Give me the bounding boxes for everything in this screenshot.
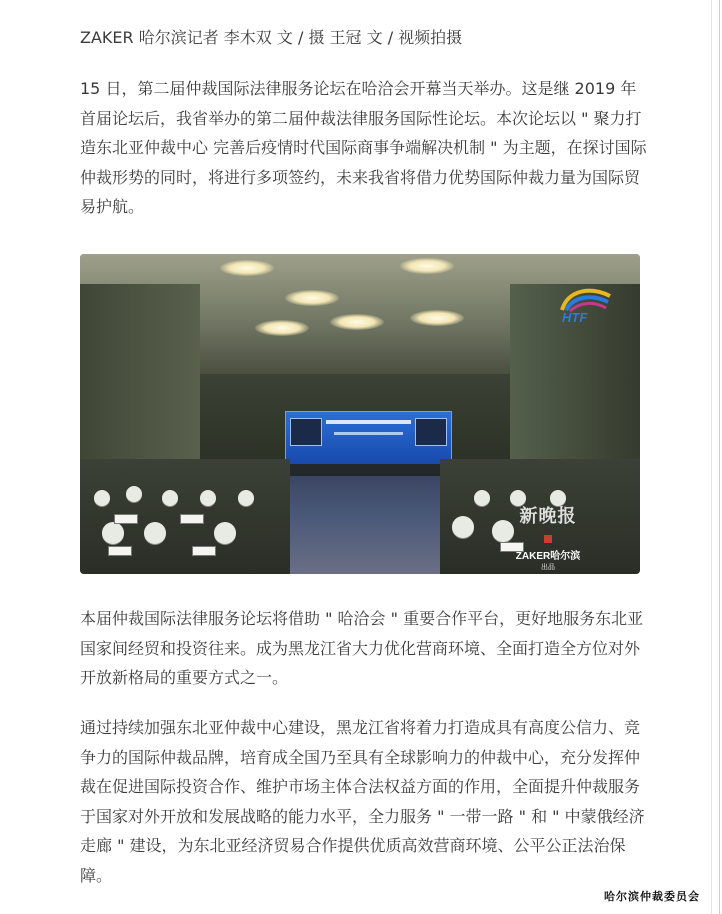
chair xyxy=(492,520,514,542)
aisle-carpet xyxy=(270,476,460,574)
article-paragraph-3: 通过持续加强东北亚仲裁中心建设，黑龙江省将着力打造成具有高度公信力、竞争力的国际仲裁品牌，培育成全国乃至具有全球影响力的仲裁中心，充分发挥仲裁在促进国际投资合作、维护市场主体合法权益方面的作用，全面提升仲裁服务于国家对外开放和发展战略的能力水平，全力服务 " 一带一路 " 和 " 中蒙俄经济走廊 " 建设，为东北亚经济贸易合作提供优质高效营商环境、公平公正法治保障。 xyxy=(80,718,645,885)
article-paragraph-1: 15 日，第二届仲裁国际法律服务论坛在哈洽会开幕当天举办。这是继 2019 年首届论坛后，我省举办的第二届仲裁法律服务国际性论坛。本次论坛以 " 聚力打造东北亚仲裁中心 完善后疫情时代国际商事争端解决机制 " 为主题，在探讨国际仲裁形势的同时，将进行多项签约，未来我省将借力优势国际仲裁力量为国际贸易护航。 xyxy=(80,79,647,216)
chair xyxy=(162,490,178,506)
chandelier-light xyxy=(255,320,309,336)
forum-venue-photo xyxy=(80,254,640,574)
article-byline: ZAKER 哈尔滨记者 李木双 文 / 摄 王冠 文 / 视频拍摄 xyxy=(80,28,463,47)
nameplate xyxy=(180,514,204,524)
xinwanbao-seal: 新晚报 xyxy=(519,506,577,527)
chandelier-light xyxy=(220,260,274,276)
chair xyxy=(200,490,216,506)
scrollbar-track[interactable] xyxy=(711,0,722,914)
watermark-sub: 出品 xyxy=(541,563,555,571)
screen-speaker-inset xyxy=(290,418,322,446)
screen-title-band xyxy=(326,420,411,424)
watermark-brand: ZAKER哈尔滨 xyxy=(515,551,581,562)
zaker-watermark xyxy=(512,496,584,571)
chair xyxy=(102,522,124,544)
chandelier-light xyxy=(330,314,384,330)
nameplate xyxy=(192,546,216,556)
chair xyxy=(452,516,474,538)
footer-signature: 哈尔滨仲裁委员会 xyxy=(604,890,700,903)
screen-speaker-inset xyxy=(415,418,447,446)
article-paragraph-2: 本届仲裁国际法律服务论坛将借助 " 哈洽会 " 重要合作平台，更好地服务东北亚国家间经贸和投资往来。成为黑龙江省大力优化营商环境、全面打造全方位对外开放新格局的重要方式之一。 xyxy=(80,609,644,687)
chair xyxy=(474,490,490,506)
stage-led-screen xyxy=(285,411,452,469)
nameplate xyxy=(114,514,138,524)
chandelier-light xyxy=(410,310,464,326)
chair xyxy=(94,490,110,506)
chair xyxy=(126,486,142,502)
htf-logo-text: HTF xyxy=(562,310,588,325)
chair xyxy=(144,522,166,544)
htf-logo xyxy=(556,284,616,328)
screen-subtitle-band xyxy=(334,432,403,435)
nameplate xyxy=(108,546,132,556)
chair xyxy=(238,490,254,506)
chair xyxy=(214,522,236,544)
chandelier-light xyxy=(400,258,454,274)
watermark-red-square xyxy=(544,535,552,543)
scrollbar-thumb[interactable] xyxy=(719,0,720,914)
chandelier-light xyxy=(285,290,339,306)
